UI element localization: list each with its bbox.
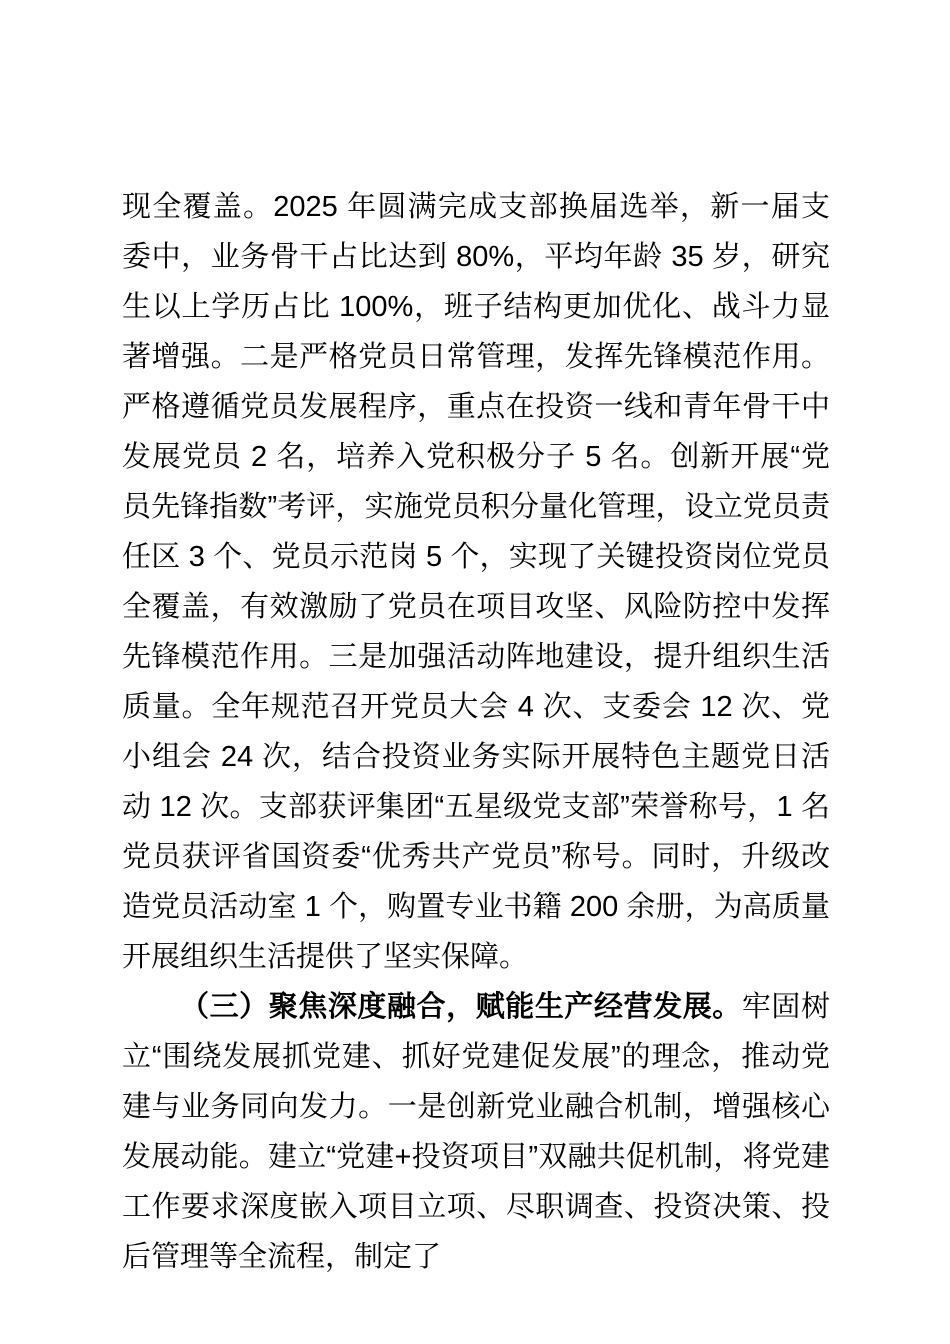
paragraph: [122, 982, 830, 1282]
bold-text-run: （三）聚焦深度融合，赋能生产经营发展。: [180, 991, 742, 1023]
text-run: 牢固树立“围绕发展抓党建、抓好党建促发展”的理念，推动党建与业务同向发力。一是创新党业融合机制，增强核心发展动能。建立“党建+投资项目”双融共促机制，将党建工作要求深度嵌入项目立项、尽职调查、投资决策、投后管理等全流程，制定了: [122, 991, 830, 1273]
text-run: 现全覆盖。2025 年圆满完成支部换届选举，新一届支委中，业务骨干占比达到 80%，平均年龄 35 岁，研究生以上学历占比 100%，班子结构更加优化、战斗力显著增强。二是严格党员日常管理，发挥先锋模范作用。严格遵循党员发展程序，重点在投资一线和青年骨干中发展党员 2 名，培养入党积极分子 5 名。创新开展“党员先锋指数”考评，实施党员积分量化管理，设立党员责任区 3 个、党员示范岗 5 个，实现了关键投资岗位党员全覆盖，有效激励了党员在项目攻坚、风险防控中发挥先锋模范作用。三是加强活动阵地建设，提升组织生活质量。全年规范召开党员大会 4 次、支委会 12 次、党小组会 24 次，结合投资业务实际开展特色主题党日活动 12 次。支部获评集团“五星级党支部”荣誉称号，1 名党员获评省国资委“优秀共产党员”称号。同时，升级改造党员活动室 1 个，购置专业书籍 200 余册，为高质量开展组织生活提供了坚实保障。: [122, 191, 830, 973]
paragraph: [122, 182, 830, 982]
